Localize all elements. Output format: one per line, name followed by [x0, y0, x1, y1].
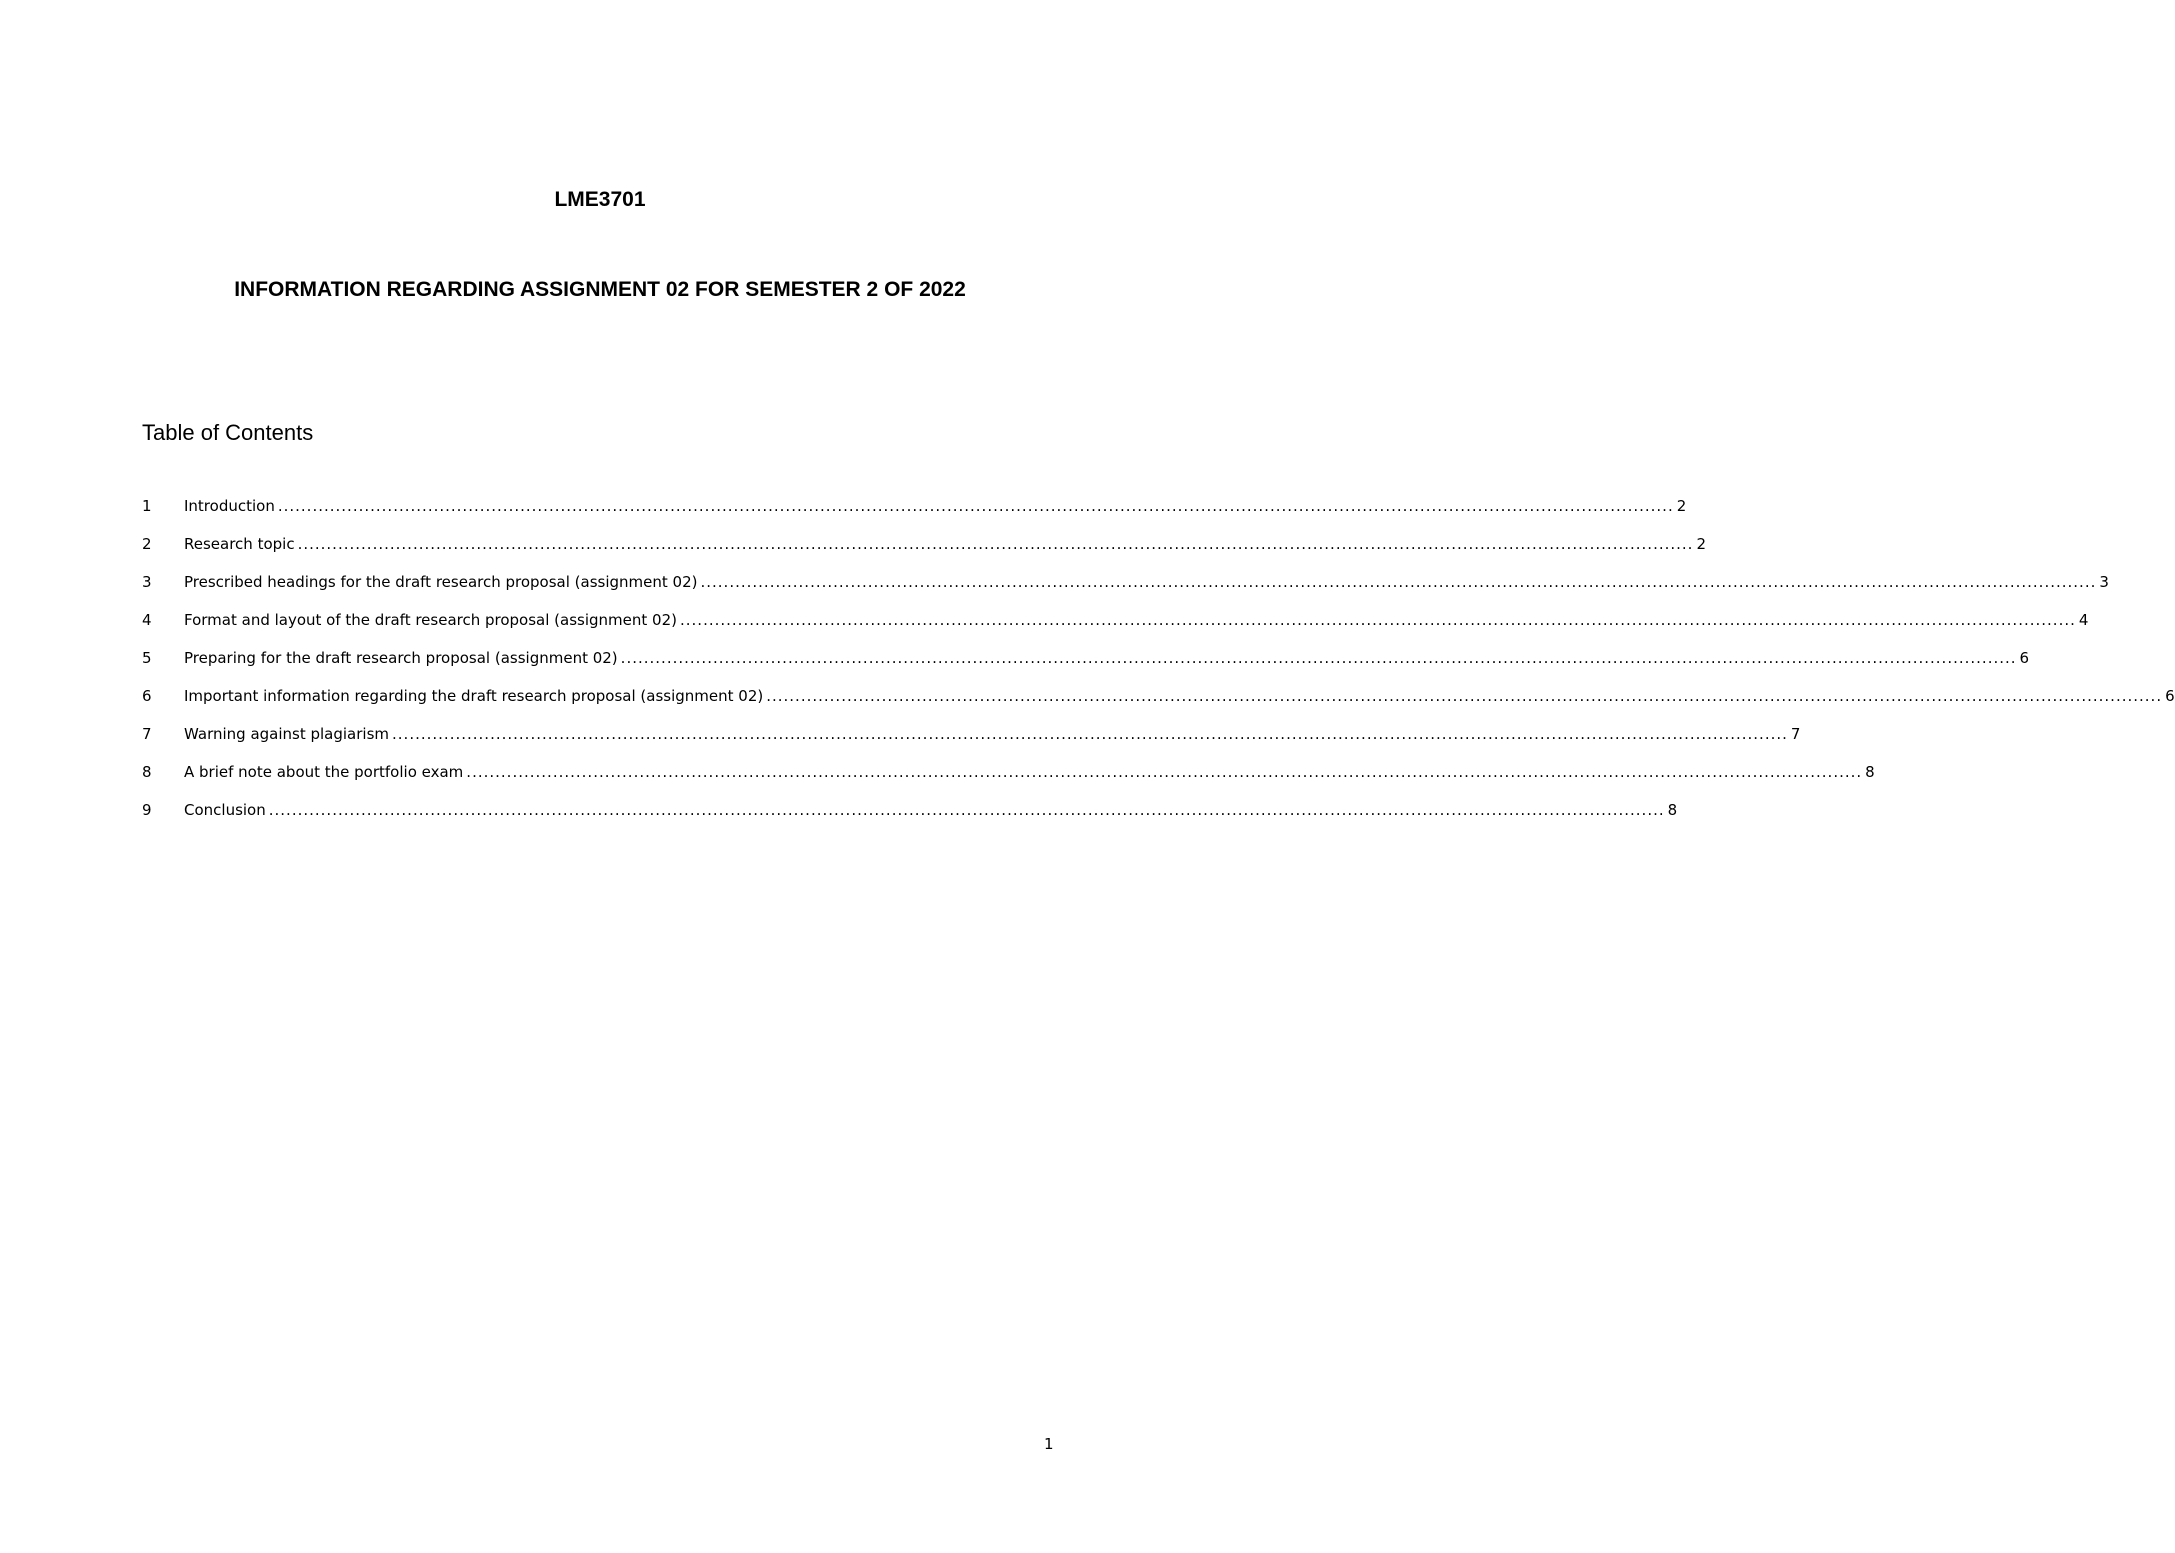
toc-entry-number: 8 — [142, 763, 152, 781]
toc-entry-plagiarism[interactable] — [142, 722, 1801, 760]
toc-entry-text: Prescribed headings for the draft research proposal (assignment 02) — [184, 573, 698, 591]
toc-entry-format-layout[interactable] — [142, 608, 2089, 646]
toc-entry-text: Introduction — [184, 497, 275, 515]
toc-entry-number: 5 — [142, 649, 152, 667]
document-title: LME3701 — [554, 188, 646, 211]
toc-entry-page: 7 — [1790, 725, 1801, 743]
toc-entry-text: Important information regarding the draft research proposal (assignment 02) — [184, 687, 764, 705]
toc-entry-page: 2 — [1676, 497, 1687, 515]
toc-dot-leader — [269, 798, 1665, 822]
toc-entry-text: Conclusion — [184, 801, 266, 819]
toc-entry-number: 2 — [142, 535, 152, 553]
toc-entry-text: Warning against plagiarism — [184, 725, 390, 743]
toc-entry-page: 4 — [2078, 611, 2089, 629]
toc-entry-research-topic[interactable] — [142, 532, 1706, 570]
toc-entry-page: 6 — [2165, 687, 2175, 705]
toc-entry-page: 3 — [2099, 573, 2109, 591]
toc-dot-leader — [466, 760, 1862, 784]
toc-dot-leader — [298, 532, 1694, 556]
toc-entry-number: 7 — [142, 725, 152, 743]
toc-entry-page: 8 — [1667, 801, 1678, 819]
toc-entry-text: A brief note about the portfolio exam — [184, 763, 464, 781]
toc-entry-number: 6 — [142, 687, 152, 705]
toc-dot-leader — [621, 646, 2017, 670]
toc-dot-leader — [700, 570, 2096, 594]
toc-entry-text: Format and layout of the draft research proposal (assignment 02) — [184, 611, 677, 629]
toc-entry-important-information[interactable] — [142, 684, 2175, 722]
table-of-contents — [142, 494, 2175, 836]
toc-dot-leader — [680, 608, 2076, 632]
toc-entry-number: 4 — [142, 611, 152, 629]
toc-entry-text: Research topic — [184, 535, 295, 553]
toc-entry-number: 1 — [142, 497, 152, 515]
toc-dot-leader — [766, 684, 2162, 708]
toc-dot-leader — [278, 494, 1674, 518]
document-subtitle: INFORMATION REGARDING ASSIGNMENT 02 FOR SEMESTER 2 OF 2022 — [234, 278, 966, 301]
toc-entry-introduction[interactable] — [142, 494, 1687, 532]
toc-entry-page: 8 — [1865, 763, 1875, 781]
toc-entry-page: 6 — [2019, 649, 2030, 667]
toc-entry-number: 3 — [142, 573, 152, 591]
toc-entry-portfolio-exam[interactable] — [142, 760, 1875, 798]
toc-entry-prescribed-headings[interactable] — [142, 570, 2109, 608]
toc-entry-text: Preparing for the draft research proposal (assignment 02) — [184, 649, 618, 667]
toc-heading: Table of Contents — [142, 420, 314, 445]
toc-dot-leader — [392, 722, 1788, 746]
toc-entry-page: 2 — [1696, 535, 1706, 553]
page-number: 1 — [1044, 1435, 1054, 1453]
toc-entry-conclusion[interactable] — [142, 798, 1678, 836]
toc-entry-number: 9 — [142, 801, 152, 819]
toc-entry-preparing[interactable] — [142, 646, 2030, 684]
